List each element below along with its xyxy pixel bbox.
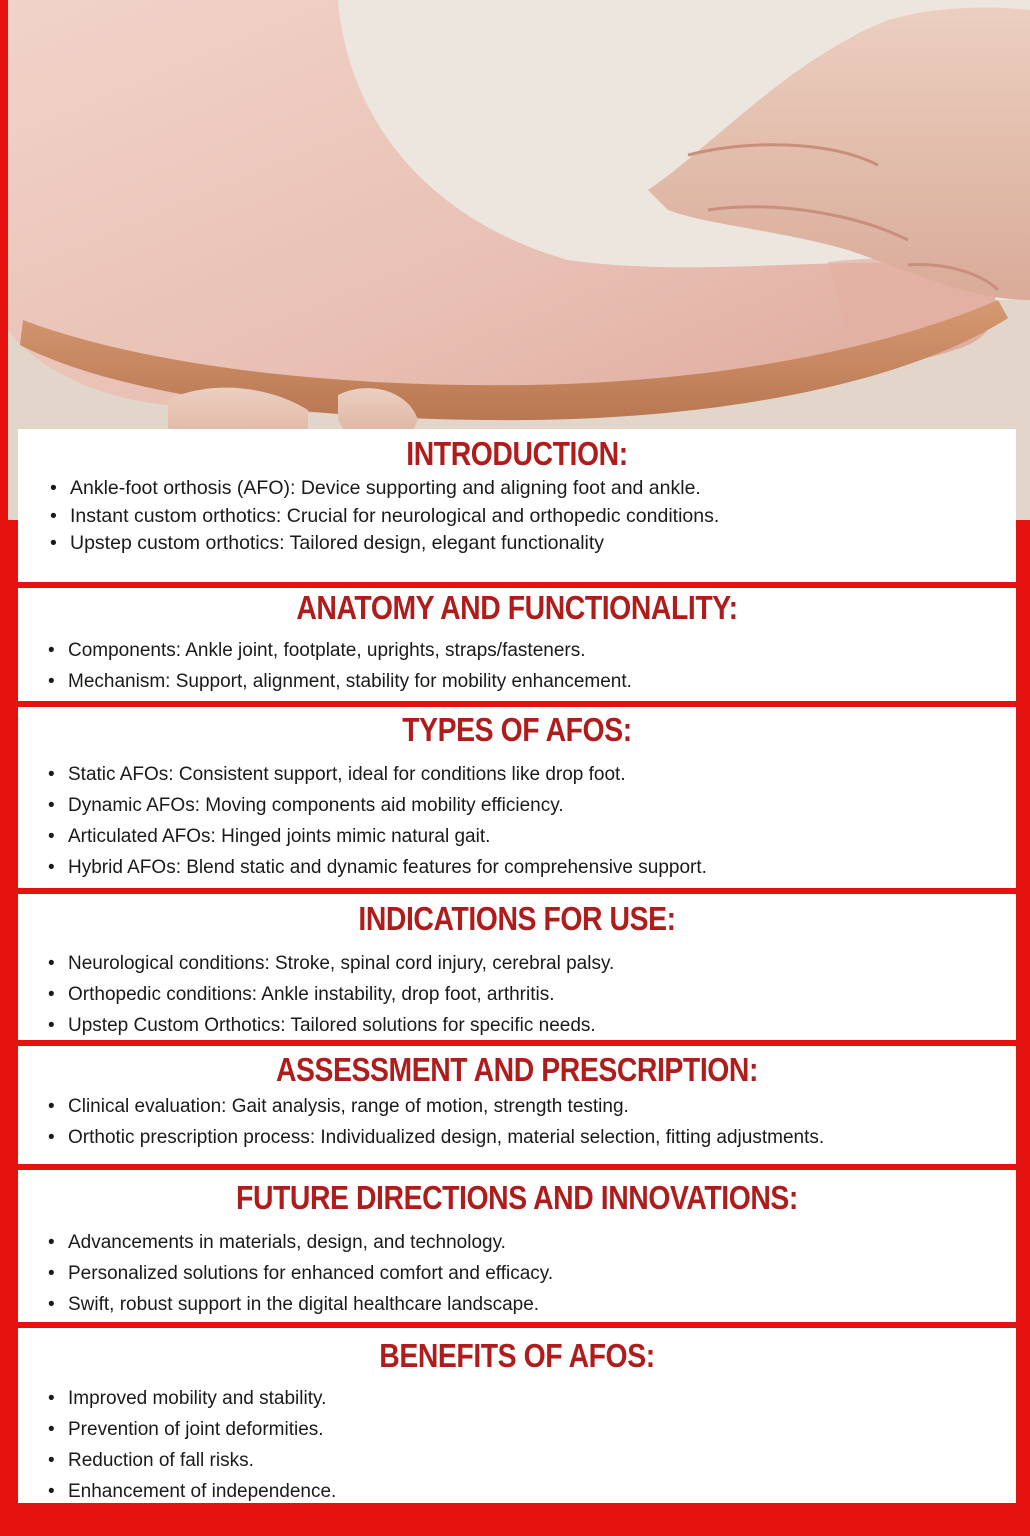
list-item: • Dynamic AFOs: Moving components aid mobility efficiency.: [48, 790, 1016, 821]
list-item: • Swift, robust support in the digital healthcare landscape.: [48, 1289, 1016, 1320]
anatomy-list: [18, 635, 1016, 697]
list-item: • Instant custom orthotics: Crucial for neurological and orthopedic conditions.: [50, 503, 1016, 531]
list-item: • Improved mobility and stability.: [48, 1383, 1016, 1414]
indications-section: [18, 894, 1016, 1040]
list-item: • Enhancement of independence.: [48, 1476, 1016, 1507]
list-item: • Personalized solutions for enhanced comfort and efficacy.: [48, 1258, 1016, 1289]
assessment-section: [18, 1046, 1016, 1164]
list-item: • Ankle-foot orthosis (AFO): Device supporting and aligning foot and ankle.: [50, 475, 1016, 503]
list-item: • Reduction of fall risks.: [48, 1445, 1016, 1476]
list-item: • Prevention of joint deformities.: [48, 1414, 1016, 1445]
introduction-list: [18, 475, 1016, 558]
types-section: [18, 707, 1016, 888]
future-heading: FUTURE DIRECTIONS AND INNOVATIONS:: [236, 1179, 798, 1216]
list-item: • Hybrid AFOs: Blend static and dynamic features for comprehensive support.: [48, 852, 1016, 883]
list-item: • Neurological conditions: Stroke, spinal cord injury, cerebral palsy.: [48, 948, 1016, 979]
list-item: • Static AFOs: Consistent support, ideal for conditions like drop foot.: [48, 759, 1016, 790]
list-item: • Upstep Custom Orthotics: Tailored solutions for specific needs.: [48, 1010, 1016, 1041]
list-item: • Mechanism: Support, alignment, stability for mobility enhancement.: [48, 666, 1016, 697]
anatomy-heading: ANATOMY AND FUNCTIONALITY:: [296, 589, 738, 626]
list-item: • Orthopedic conditions: Ankle instability, drop foot, arthritis.: [48, 979, 1016, 1010]
list-item: • Upstep custom orthotics: Tailored design, elegant functionality: [50, 530, 1016, 558]
anatomy-section: [18, 588, 1016, 701]
indications-heading: INDICATIONS FOR USE:: [358, 900, 676, 937]
list-item: • Components: Ankle joint, footplate, uprights, straps/fasteners.: [48, 635, 1016, 666]
list-item: • Advancements in materials, design, and technology.: [48, 1227, 1016, 1258]
types-heading: TYPES OF AFOS:: [402, 711, 632, 748]
types-list: [18, 759, 1016, 883]
list-item: • Clinical evaluation: Gait analysis, range of motion, strength testing.: [48, 1091, 1016, 1122]
benefits-section: [18, 1328, 1016, 1503]
benefits-heading: BENEFITS OF AFOS:: [379, 1337, 655, 1374]
list-item: • Articulated AFOs: Hinged joints mimic natural gait.: [48, 821, 1016, 852]
assessment-list: [18, 1091, 1016, 1153]
introduction-section: [18, 429, 1016, 582]
benefits-list: [18, 1383, 1016, 1507]
future-list: [18, 1227, 1016, 1320]
assessment-heading: ASSESSMENT AND PRESCRIPTION:: [275, 1051, 759, 1088]
indications-list: [18, 948, 1016, 1041]
future-section: [18, 1170, 1016, 1322]
list-item: • Orthotic prescription process: Individualized design, material selection, fitting adjustments.: [48, 1122, 1016, 1153]
introduction-heading: INTRODUCTION:: [406, 435, 628, 472]
